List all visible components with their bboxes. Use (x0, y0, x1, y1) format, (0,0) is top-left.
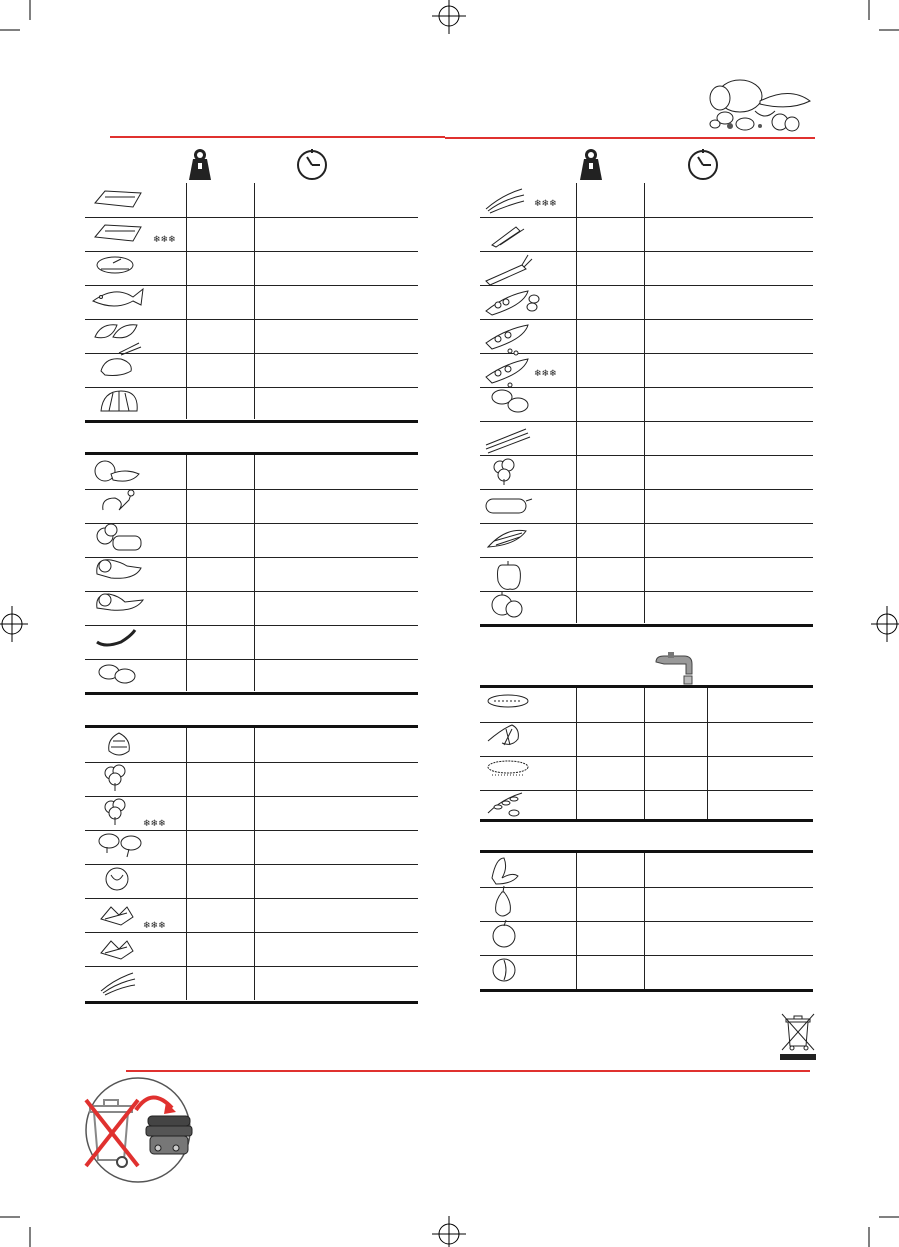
grain-table (480, 685, 813, 825)
svg-text:❄❄❄: ❄❄❄ (143, 921, 166, 931)
clock-icon-right (687, 147, 719, 181)
fish-icons (91, 185, 181, 421)
crossed-out-bin-icon (778, 1010, 818, 1062)
meat-icons (91, 456, 181, 692)
bottom-rule (126, 1070, 810, 1072)
weight-icon (185, 147, 215, 181)
vegetable-icons-right (482, 185, 572, 625)
meat-table (85, 452, 418, 696)
vegetable-table-left (85, 725, 418, 1007)
fruit-icons (482, 854, 572, 990)
water-tap-icon (652, 652, 698, 686)
top-rule-left (110, 136, 445, 138)
vegetable-table-right (480, 183, 813, 629)
svg-text:❄❄❄: ❄❄❄ (143, 819, 166, 829)
top-rule-right (445, 137, 815, 139)
fish-table (85, 183, 418, 423)
fruit-table (480, 850, 813, 996)
svg-text:❄❄❄: ❄❄❄ (534, 199, 557, 209)
grain-icons (482, 689, 572, 821)
weight-icon-right (576, 147, 606, 181)
frozen-marker: ❄❄❄ (153, 235, 176, 245)
recycle-appliance-icon (80, 1076, 200, 1186)
svg-text:❄❄❄: ❄❄❄ (534, 369, 557, 379)
food-illustration-icon (700, 76, 815, 136)
vegetable-icons-left (91, 729, 181, 1001)
clock-icon (296, 147, 328, 181)
